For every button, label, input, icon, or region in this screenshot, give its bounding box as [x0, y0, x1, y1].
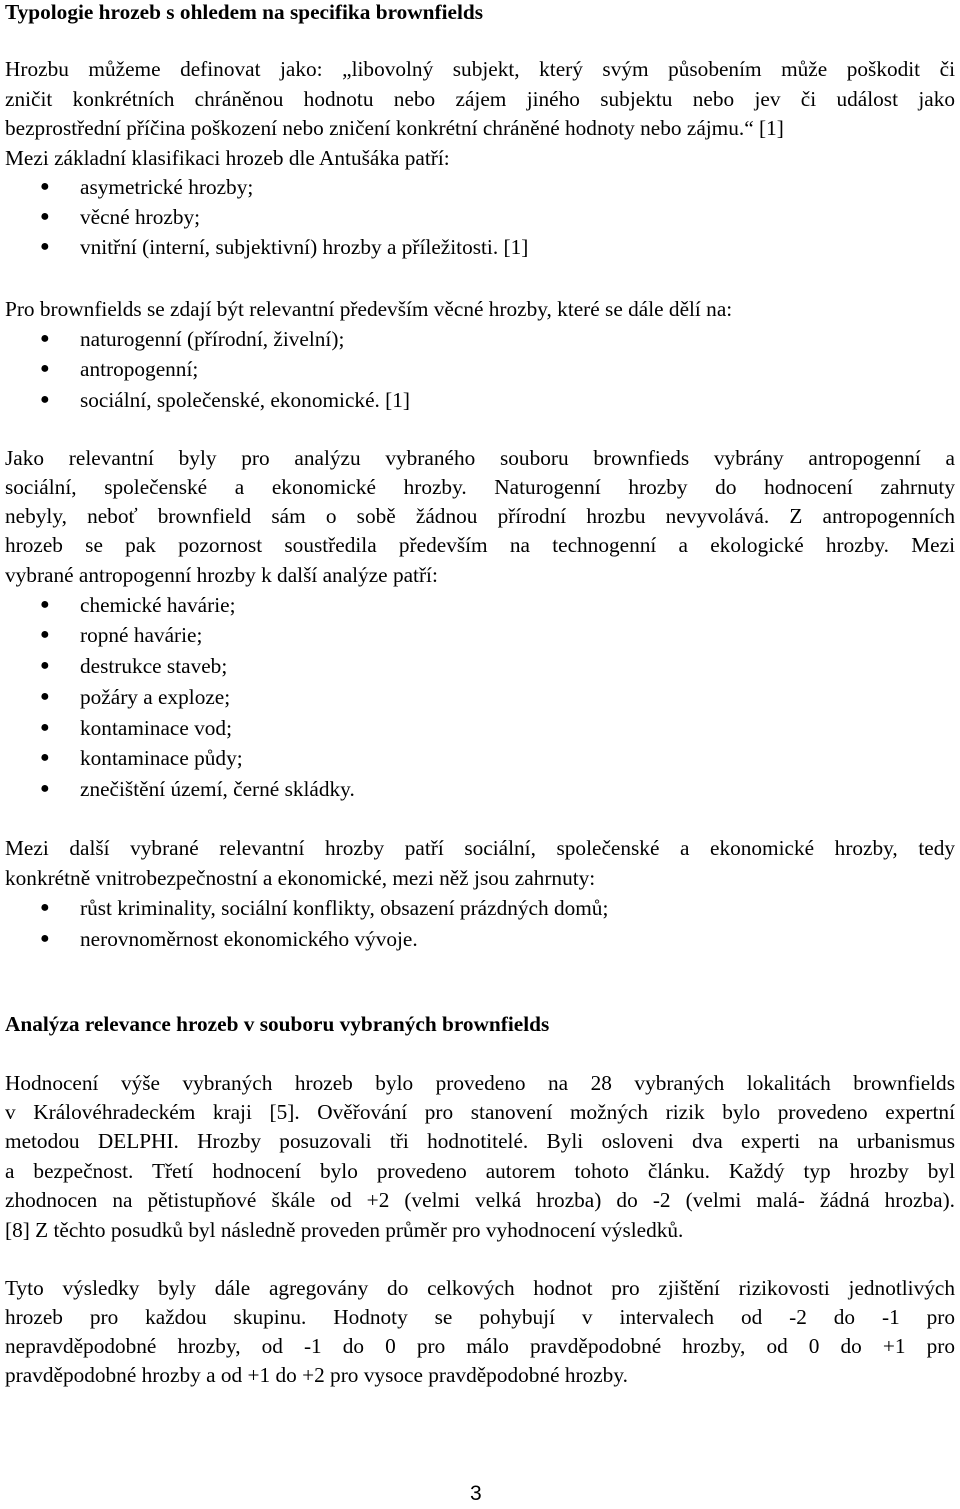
paragraph-line: Mezi základní klasifikaci hrozeb dle Antušáka patří: — [5, 146, 450, 170]
bullet-icon: ● — [40, 626, 50, 643]
list-item: ropné havárie; — [80, 623, 203, 647]
paragraph-line: Pro brownfields se zdají být relevantní především věcné hrozby, které se dále dělí na: — [5, 297, 733, 321]
paragraph-line: Jako relevantní byly pro analýzu vybraného souboru brownfieds vybrány antropogenní a — [5, 446, 955, 470]
bullet-icon: ● — [40, 330, 50, 347]
list-item: naturogenní (přírodní, živelní); — [80, 327, 345, 351]
paragraph-line: a bezpečnost. Třetí hodnocení bylo provedeno autorem tohoto článku. Každý typ hrozby byl — [5, 1159, 955, 1183]
paragraph-line: Tyto výsledky byly dále agregovány do celkových hodnot pro zjištění rizikovosti jednotlivých — [5, 1276, 955, 1300]
list-item: požáry a exploze; — [80, 685, 231, 709]
paragraph-line: sociální, společenské a ekonomické hrozby. Naturogenní hrozby do hodnocení zahrnuty — [5, 475, 955, 499]
list-item: sociální, společenské, ekonomické. [1] — [80, 388, 410, 412]
paragraph-line: hrozeb pro každou skupinu. Hodnoty se pohybují v intervalech od -2 do -1 pro — [5, 1305, 955, 1329]
paragraph-line: nepravděpodobné hrozby, od -1 do 0 pro málo pravděpodobné hrozby, od 0 do +1 pro — [5, 1334, 955, 1358]
list-item: chemické havárie; — [80, 593, 236, 617]
list-item: věcné hrozby; — [80, 205, 201, 229]
paragraph-line: vybrané antropogenní hrozby k další analýze patří: — [5, 563, 438, 587]
paragraph-line: zničit konkrétních chráněnou hodnotu nebo zájem jiného subjektu nebo jev či událost jako — [5, 87, 955, 111]
bullet-icon: ● — [40, 899, 50, 916]
bullet-icon: ● — [40, 780, 50, 797]
bullet-icon: ● — [40, 208, 50, 225]
list-item: vnitřní (interní, subjektivní) hrozby a příležitosti. [1] — [80, 235, 529, 259]
list-item: růst kriminality, sociální konflikty, obsazení prázdných domů; — [80, 896, 609, 920]
list-item: kontaminace vod; — [80, 716, 232, 740]
list-item: znečištění území, černé skládky. — [80, 777, 355, 801]
paragraph-line: bezprostřední příčina poškození nebo zničení konkrétní chráněné hodnoty nebo zájmu.“ [1] — [5, 116, 784, 140]
paragraph-line: Hodnocení výše vybraných hrozeb bylo provedeno na 28 vybraných lokalitách brownfields — [5, 1071, 955, 1095]
paragraph-line: [8] Z těchto posudků byl následně proveden průměr pro vyhodnocení výsledků. — [5, 1218, 684, 1242]
list-item: destrukce staveb; — [80, 654, 228, 678]
paragraph-line: pravděpodobné hrozby a od +1 do +2 pro vysoce pravděpodobné hrozby. — [5, 1363, 628, 1387]
bullet-icon: ● — [40, 930, 50, 947]
paragraph-line: v Královéhradeckém kraji [5]. Ověřování pro stanovení možných rizik bylo provedeno expertní — [5, 1100, 955, 1124]
paragraph-line: Hrozbu můžeme definovat jako: „libovolný subjekt, který svým působením může poškodit či — [5, 57, 955, 81]
list-item: asymetrické hrozby; — [80, 175, 254, 199]
paragraph-line: konkrétně vnitrobezpečnostní a ekonomické, mezi něž jsou zahrnuty: — [5, 866, 596, 890]
bullet-icon: ● — [40, 238, 50, 255]
bullet-icon: ● — [40, 178, 50, 195]
page-number: 3 — [470, 1482, 482, 1505]
paragraph-line: zhodnocen na pětistupňové škále od +2 (velmi velká hrozba) do -2 (velmi malá- žádná hrozba). — [5, 1188, 955, 1212]
section-heading-threat-relevance: Analýza relevance hrozeb v souboru vybraných brownfields — [5, 1012, 550, 1036]
bullet-icon: ● — [40, 657, 50, 674]
bullet-icon: ● — [40, 688, 50, 705]
paragraph-line: hrozeb se pak pozornost soustředila především na technogenní a ekologické hrozby. Mezi — [5, 533, 955, 557]
paragraph-line: Mezi další vybrané relevantní hrozby patří sociální, společenské a ekonomické hrozby, tedy — [5, 836, 955, 860]
list-item: antropogenní; — [80, 357, 199, 381]
bullet-icon: ● — [40, 719, 50, 736]
paragraph-line: nebyly, neboť brownfield sám o sobě žádnou přírodní hrozbu nevyvolává. Z antropogenních — [5, 504, 955, 528]
bullet-icon: ● — [40, 391, 50, 408]
bullet-icon: ● — [40, 596, 50, 613]
list-item: nerovnoměrnost ekonomického vývoje. — [80, 927, 418, 951]
bullet-icon: ● — [40, 749, 50, 766]
list-item: kontaminace půdy; — [80, 746, 243, 770]
bullet-icon: ● — [40, 360, 50, 377]
section-heading-threat-typology: Typologie hrozeb s ohledem na specifika brownfields — [5, 0, 484, 24]
paragraph-line: metodou DELPHI. Hrozby posuzovali tři hodnotitelé. Byli osloveni dva experti na urbanismus — [5, 1129, 955, 1153]
